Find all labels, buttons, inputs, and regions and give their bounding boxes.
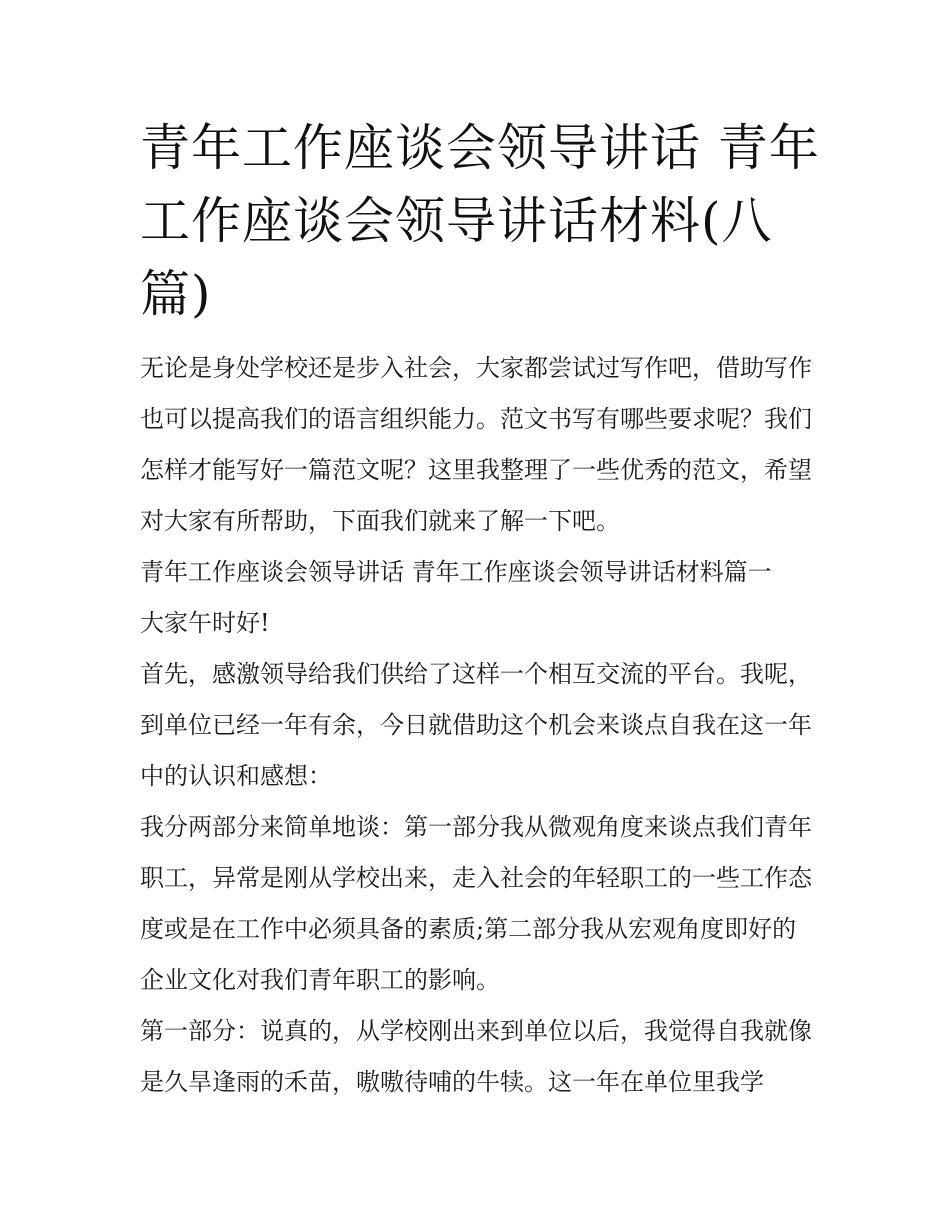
body-paragraph: 我分两部分来简单地谈：第一部分我从微观角度来谈点我们青年职工，异常是刚从学校出来，走入社会的年轻职工的一些工作态度或是在工作中必须具备的素质;第二部分我从宏观角度即好的企业文化对我们青年职工的影响。 <box>140 813 812 994</box>
body-paragraph: 首先，感激领导给我们供给了这样一个相互交流的平台。我呢，到单位已经一年有余，今日就借助这个机会来谈点自我在这一年中的认识和感想： <box>140 660 812 790</box>
section-heading: 青年工作座谈会领导讲话 青年工作座谈会领导讲话材料篇一 <box>140 558 772 586</box>
document-title: 青年工作座谈会领导讲话 青年工作座谈会领导讲话材料(八篇) <box>140 119 820 323</box>
intro-paragraph: 无论是身处学校还是步入社会，大家都尝试过写作吧，借助写作也可以提高我们的语言组织能力。范文书写有哪些要求呢？我们怎样才能写好一篇范文呢？这里我整理了一些优秀的范文，希望对大家有所帮助，下面我们就来了解一下吧。 <box>140 354 812 535</box>
document-body <box>140 112 820 1108</box>
body-paragraph: 第一部分：说真的，从学校刚出来到单位以后，我觉得自我就像是久旱逢雨的禾苗，嗷嗷待哺的牛犊。这一年在单位里我学 <box>140 1017 812 1096</box>
greeting-paragraph: 大家午时好! <box>140 609 270 637</box>
